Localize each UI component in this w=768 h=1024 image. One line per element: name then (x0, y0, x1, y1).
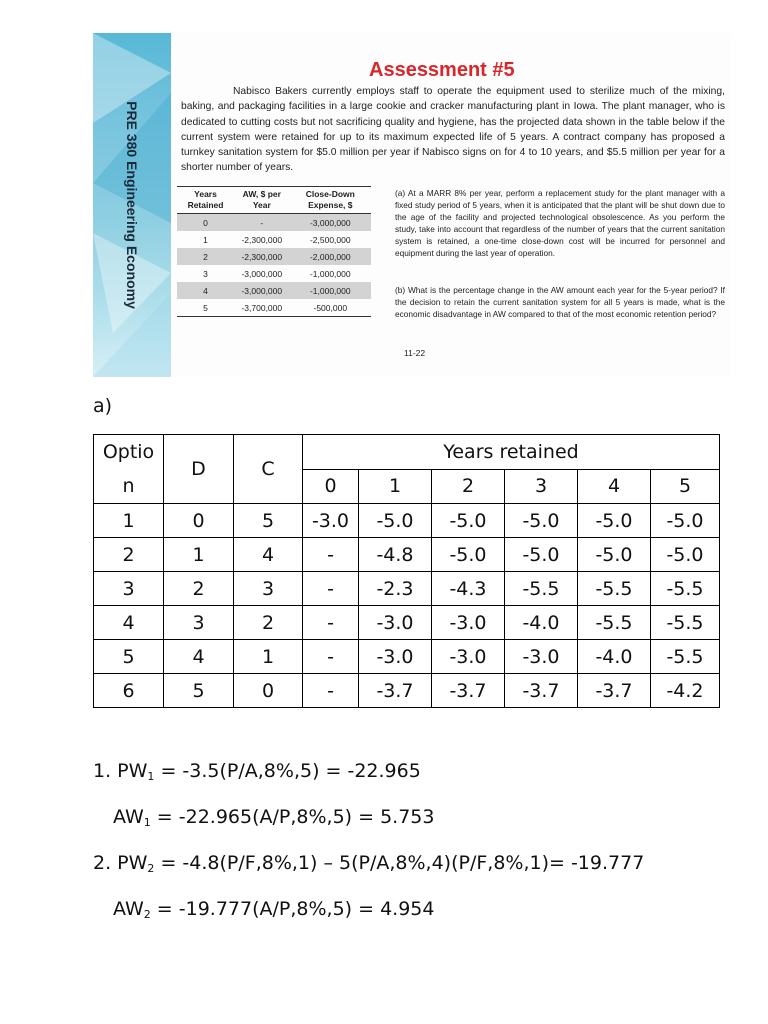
table-cell: -3.0 (432, 640, 505, 674)
table-row (177, 248, 371, 265)
calculation-line (93, 852, 644, 875)
table-cell: -5.5 (651, 572, 720, 606)
table-cell: 0 (234, 674, 303, 708)
table-cell: -5.0 (651, 504, 720, 538)
options-table (93, 434, 720, 708)
table-cell: -2.3 (359, 572, 432, 606)
calculation-line (113, 806, 434, 829)
table-cell: 1 (203, 234, 208, 245)
year-header: 5 (651, 469, 720, 504)
question-part-b: (b) What is the percentage change in the AW amount each year for the 5-year period? If the decision to retain the current sanitation system for all 5 years is made, what is the economic disadvantage in AW compared to that of the most economic retention period? (395, 285, 725, 320)
answer-part-label: a) (93, 395, 113, 417)
table-cell: 4 (234, 538, 303, 572)
table-cell: -5.0 (578, 538, 651, 572)
table-cell: 3 (234, 572, 303, 606)
problem-statement: Nabisco Bakers currently employs staff to operate the equipment used to sterilize much of the mixing, baking, and packaging facilities in a large cookie and cracker manufacturing plant in Iowa. The plant manager, who is dedicated to cutting costs but not sacrificing quality and hygiene, has the projected data shown in the table below if the current system were retained for up to its maximum expected life of 5 years. A contract company has proposed a turnkey sanitation system for $5.0 million per year if Nabisco signs on for 4 to 10 years, and $5.5 million per year for a shorter number of years. (181, 86, 725, 174)
table-cell: -3,000,000 (290, 214, 371, 232)
table-cell: -3.7 (359, 674, 432, 708)
table-row (94, 572, 720, 606)
calc-expression: = -3.5(P/A,8%,5) = -22.965 (154, 760, 421, 782)
table-header-row (94, 435, 720, 470)
table-row (177, 282, 371, 299)
table-cell: 3 (94, 572, 164, 606)
year-header: 4 (578, 469, 651, 504)
calculation-line (93, 760, 421, 783)
table-row (94, 606, 720, 640)
table-cell: -3.0 (432, 606, 505, 640)
table-cell: -500,000 (290, 299, 371, 317)
table-cell: -3,700,000 (234, 299, 290, 317)
table-cell: 1 (164, 538, 234, 572)
table-header: Close-Down Expense, $ (290, 187, 371, 214)
table-cell: -2,500,000 (309, 234, 351, 245)
table-cell: -5.5 (651, 640, 720, 674)
table-row (177, 299, 371, 317)
table-cell: 3 (164, 606, 234, 640)
table-cell: -4.0 (505, 606, 578, 640)
table-cell: -3.0 (505, 640, 578, 674)
table-cell: -3,000,000 (241, 268, 283, 279)
table-cell: -3.7 (578, 674, 651, 708)
table-cell: -1,000,000 (290, 282, 371, 299)
table-cell: -4.2 (651, 674, 720, 708)
table-cell: -5.5 (578, 572, 651, 606)
table-cell: 2 (164, 572, 234, 606)
table-cell: - (303, 674, 359, 708)
table-row (94, 538, 720, 572)
table-header: AW, $ per Year (234, 187, 290, 214)
table-cell: -5.5 (651, 606, 720, 640)
c-header: C (234, 435, 303, 504)
table-cell: -1,000,000 (309, 268, 351, 279)
table-row (94, 674, 720, 708)
table-cell: 0 (164, 504, 234, 538)
table-cell: - (234, 214, 290, 232)
table-cell: - (303, 538, 359, 572)
table-cell: -3.7 (505, 674, 578, 708)
table-cell: - (303, 640, 359, 674)
calc-prefix: 1. PW (93, 760, 148, 782)
table-cell: 5 (177, 299, 234, 317)
table-cell: -4.3 (432, 572, 505, 606)
question-part-a: (a) At a MARR 8% per year, perform a replacement study for the plant manager with a fixed study period of 5 years, when it is anticipated that the plant will be shut down due to the age of the facility and projected technological obsolescence. As you perform the study, take into account that regardless of the number of years that the current sanitation system is retained, a one-time close-down cost will be incurred for personnel and equipment during the last year of operation. (395, 188, 725, 259)
calc-prefix: 2. PW (93, 852, 148, 874)
calc-expression: = -4.8(P/F,8%,1) – 5(P/A,8%,4)(P/F,8%,1)= -19.777 (154, 852, 645, 874)
calc-prefix: AW (113, 806, 144, 828)
years-retained-header: Years retained (303, 435, 720, 470)
table-cell: -3.0 (359, 606, 432, 640)
table-cell: -5.5 (505, 572, 578, 606)
table-cell: -3.0 (359, 640, 432, 674)
table-cell: 1 (234, 640, 303, 674)
table-cell: -5.0 (505, 538, 578, 572)
calc-subscript: 1 (143, 816, 151, 829)
assessment-title: Assessment #5 (369, 59, 515, 81)
table-cell: -2,300,000 (234, 248, 290, 265)
year-header: 0 (303, 469, 359, 504)
slide-page-number: 11-22 (404, 348, 426, 358)
course-title: PRE 380 Engineering Economy (124, 101, 140, 309)
table-cell: 6 (94, 674, 164, 708)
table-cell: -5.0 (432, 538, 505, 572)
table-cell: -4.8 (359, 538, 432, 572)
table-cell: 3 (203, 268, 208, 279)
calc-subscript: 2 (147, 862, 155, 875)
table-cell: -5.0 (578, 504, 651, 538)
table-cell: -5.0 (359, 504, 432, 538)
table-cell: -5.0 (505, 504, 578, 538)
calc-prefix: AW (113, 898, 144, 920)
table-cell: 4 (164, 640, 234, 674)
calc-subscript: 2 (143, 908, 151, 921)
table-cell: 5 (94, 640, 164, 674)
header-text: n (122, 475, 135, 497)
calc-expression: = -22.965(A/P,8%,5) = 5.753 (150, 806, 435, 828)
table-row (177, 231, 371, 248)
table-cell: - (303, 572, 359, 606)
table-cell: -3.7 (432, 674, 505, 708)
projected-data-table (177, 186, 371, 317)
table-cell: -2,000,000 (290, 248, 371, 265)
table-row (177, 265, 371, 282)
calculation-line (113, 898, 434, 921)
table-cell: -5.5 (578, 606, 651, 640)
table-cell: -3.0 (303, 504, 359, 538)
table-header: Years Retained (177, 187, 234, 214)
table-cell: 2 (177, 248, 234, 265)
year-header: 3 (505, 469, 578, 504)
table-cell: 2 (234, 606, 303, 640)
table-cell: -5.0 (432, 504, 505, 538)
table-cell: 2 (94, 538, 164, 572)
slide-side-banner (93, 33, 171, 377)
table-row (94, 504, 720, 538)
calc-expression: = -19.777(A/P,8%,5) = 4.954 (150, 898, 435, 920)
option-header (94, 435, 164, 504)
header-text: Optio (102, 441, 155, 463)
table-cell: -2,300,000 (241, 234, 283, 245)
table-cell: 5 (164, 674, 234, 708)
d-header: D (164, 435, 234, 504)
table-cell: -3,000,000 (234, 282, 290, 299)
table-cell: -5.0 (651, 538, 720, 572)
table-cell: 4 (177, 282, 234, 299)
year-header: 1 (359, 469, 432, 504)
table-cell: -4.0 (578, 640, 651, 674)
year-header: 2 (432, 469, 505, 504)
table-cell: 0 (177, 214, 234, 232)
table-cell: 1 (94, 504, 164, 538)
calc-subscript: 1 (147, 770, 155, 783)
assessment-slide (93, 33, 731, 377)
table-row (94, 640, 720, 674)
table-cell: 4 (94, 606, 164, 640)
table-cell: 5 (234, 504, 303, 538)
table-cell: - (303, 606, 359, 640)
table-row (177, 214, 371, 232)
